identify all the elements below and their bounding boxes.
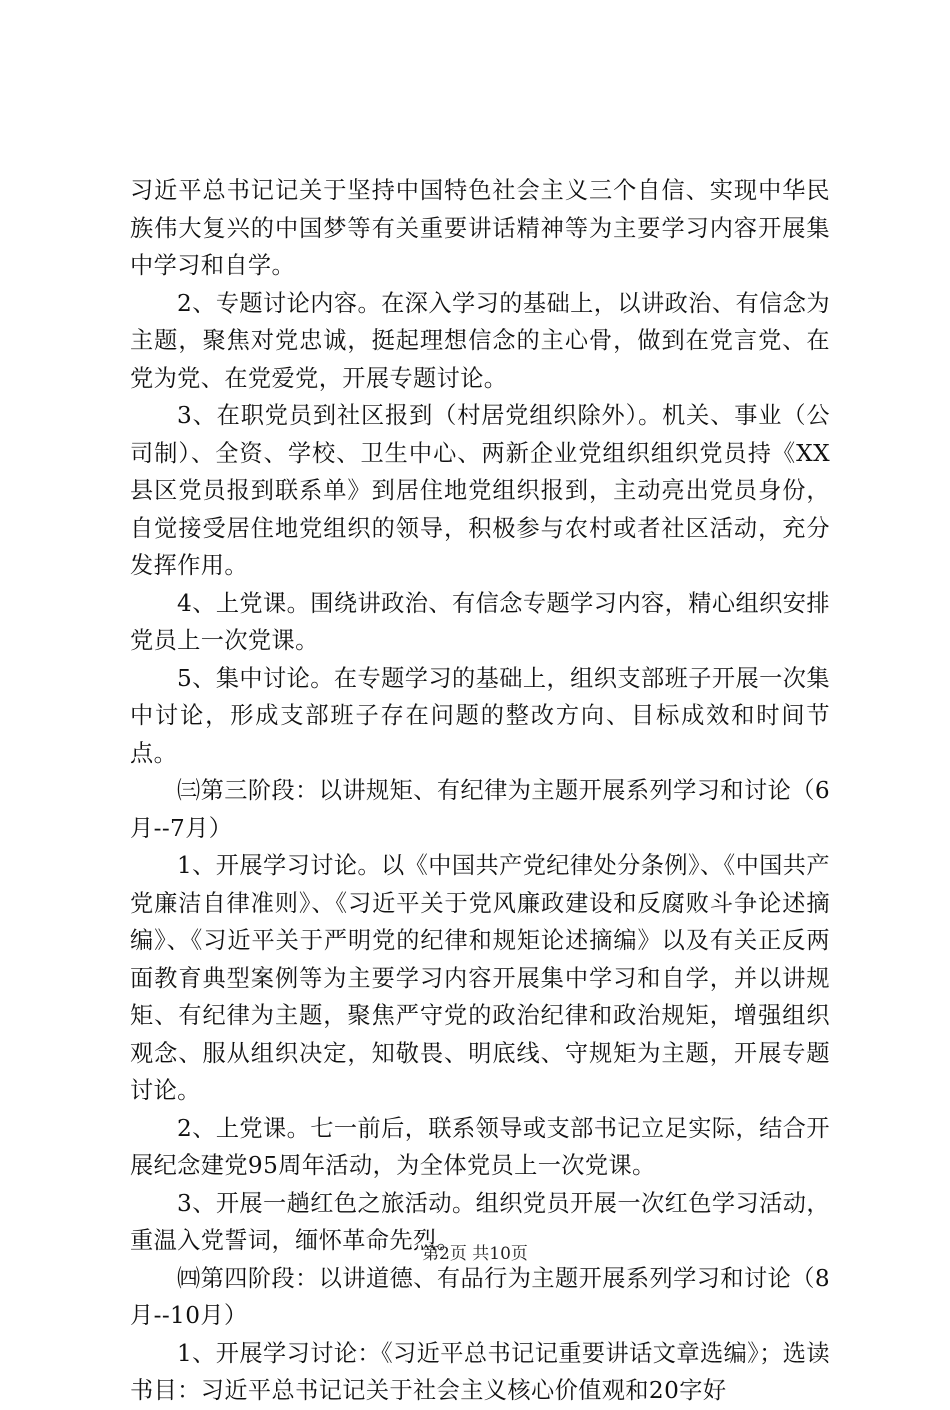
paragraph-4: 4、上党课。围绕讲政治、有信念专题学习内容，精心组织安排党员上一次党课。 — [130, 589, 830, 654]
paragraph-9: 3、开展一趟红色之旅活动。组织党员开展一次红色学习活动，重温入党誓词，缅怀革命先烈。 — [130, 1189, 830, 1254]
paragraph-2: 2、专题讨论内容。在深入学习的基础上，以讲政治、有信念为主题，聚焦对党忠诚，挺起理想信念的主心骨，做到在党言党、在党为党、在党爱党，开展专题讨论。 — [130, 289, 830, 392]
paragraph-7: 1、开展学习讨论。以《中国共产党纪律处分条例》、《中国共产党廉洁自律准则》、《习近平关于党风廉政建设和反腐败斗争论述摘编》、《习近平关于严明党的纪律和规矩论述摘编》以及有关正反两面教育典型案例等为主要学习内容开展集中学习和自学，并以讲规矩、有纪律为主题，聚焦严守党的政治纪律和政治规矩，增强组织观念、服从组织决定，知敬畏、明底线、守规矩为主题，开展专题讨论。 — [130, 852, 830, 1104]
paragraph-11: 1、开展学习讨论：《习近平总书记记重要讲话文章选编》；选读书目：习近平总书记记关于社会主义核心价值观和20字好 — [130, 1339, 830, 1404]
paragraph-1: 习近平总书记记关于坚持中国特色社会主义三个自信、实现中华民族伟大复兴的中国梦等有关重要讲话精神等为主要学习内容开展集中学习和自学。 — [130, 177, 830, 279]
section-heading-stage-4: ㈣第四阶段：以讲道德、有品行为主题开展系列学习和讨论（8月--10月） — [130, 1264, 830, 1329]
document-body — [130, 172, 830, 1410]
paragraph-5: 5、集中讨论。在专题学习的基础上，组织支部班子开展一次集中讨论，形成支部班子存在问题的整改方向、目标成效和时间节点。 — [130, 664, 830, 767]
section-heading-stage-3: ㈢第三阶段：以讲规矩、有纪律为主题开展系列学习和讨论（6月--7月） — [130, 777, 830, 842]
paragraph-8: 2、上党课。七一前后，联系领导或支部书记立足实际，结合开展纪念建党95周年活动，为全体党员上一次党课。 — [130, 1114, 830, 1179]
paragraph-3: 3、在职党员到社区报到（村居党组织除外）。机关、事业（公司制）、全资、学校、卫生中心、两新企业党组织组织党员持《XX县区党员报到联系单》到居住地党组织报到，主动亮出党员身份，自觉接受居住地党组织的领导，积极参与农村或者社区活动，充分发挥作用。 — [130, 402, 830, 579]
page-number-footer: 第2页 共10页 — [422, 1244, 528, 1264]
